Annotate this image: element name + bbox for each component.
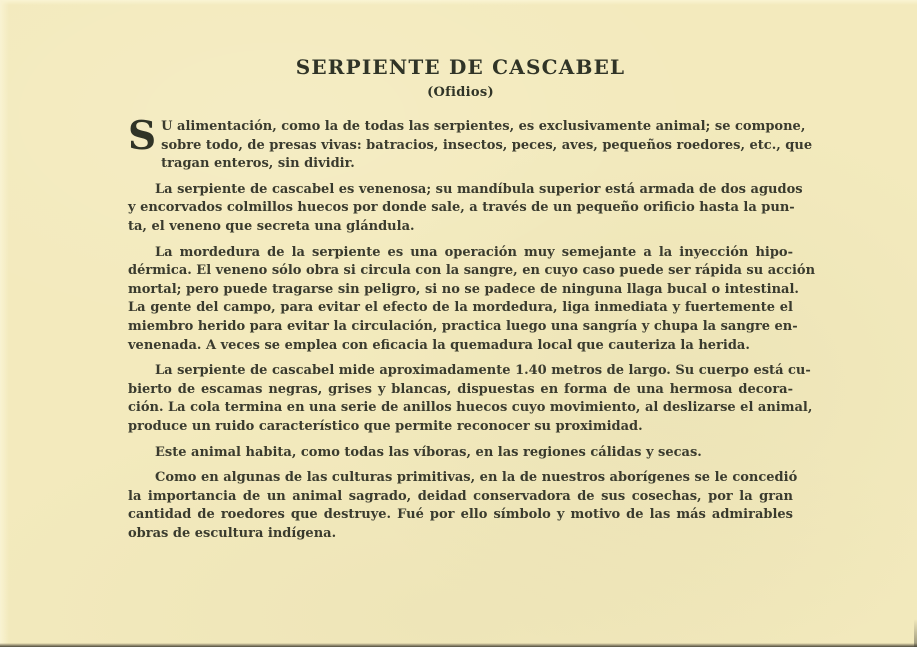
text-line: ta, el veneno que secreta una glándula.: [128, 218, 415, 234]
paragraph: [128, 244, 816, 356]
page-left-edge: [0, 0, 9, 647]
paragraph: [128, 469, 798, 543]
text-line: La serpiente de cascabel es venenosa; su mandíbula superior está armada de dos agudos: [155, 181, 803, 197]
text-line: bierto de escamas negras, grises y blancas, dispuestas en forma de una hermosa decora-: [128, 381, 793, 397]
paragraph: [128, 444, 793, 463]
text-line: tragan enteros, sin dividir.: [161, 156, 355, 172]
drop-cap: S: [128, 113, 157, 159]
text-line: sobre todo, de presas vivas: batracios, insectos, peces, aves, pequeños roedores, etc., que: [161, 137, 813, 153]
text-line: dérmica. El veneno sólo obra si circula con la sangre, en cuyo caso puede ser rápida su acción: [128, 263, 816, 279]
text-line: cantidad de roedores que destruye. Fué por ello símbolo y motivo de las más admirables: [128, 507, 793, 523]
text-line: ción. La cola termina en una serie de anillos huecos cuyo movimiento, al deslizarse el animal,: [128, 400, 813, 416]
text-line: U alimentación, como la de todas las serpientes, es exclusivamente animal; se compone,: [161, 119, 806, 134]
text-line: La mordedura de la serpiente es una operación muy semejante a la inyección hipo-: [155, 244, 793, 260]
text-line: Este animal habita, como todas las víboras, en las regiones cálidas y secas.: [155, 444, 702, 460]
text-line: miembro herido para evitar la circulación, practica luego una sangría y chupa la sangre en-: [128, 318, 798, 334]
text-line: mortal; pero puede tragarse sin peligro, si no se padece de ninguna llaga bucal o intestinal.: [128, 281, 799, 297]
paragraph: [128, 362, 813, 436]
text-line: Como en algunas de las culturas primitivas, en la de nuestros aborígenes se le concedió: [155, 470, 798, 486]
paragraph: [128, 113, 813, 174]
text-line: obras de escultura indígena.: [128, 525, 337, 541]
page-subtitle: (Ofidios): [427, 85, 494, 100]
page-body: [128, 113, 816, 543]
text-line: La gente del campo, para evitar el efecto de la mordedura, liga inmediata y fuertemente el: [128, 300, 793, 316]
text-line: produce un ruido característico que permite reconocer su proximidad.: [128, 418, 643, 434]
page-title: SERPIENTE DE CASCABEL: [295, 55, 626, 79]
page-bottom-edge: [0, 643, 917, 647]
paragraph: [128, 181, 803, 237]
page-top-edge: [0, 0, 917, 5]
text-line: y encorvados colmillos huecos por donde sale, a través de un pequeño orificio hasta la pun-: [128, 200, 795, 216]
page-content: [128, 54, 816, 550]
text-line: venenada. A veces se emplea con eficacia la quemadura local que cauteriza la herida.: [128, 337, 750, 353]
text-line: la importancia de un animal sagrado, deidad conservadora de sus cosechas, por la gran: [128, 488, 793, 504]
text-line: La serpiente de cascabel mide aproximadamente 1.40 metros de largo. Su cuerpo está cu-: [155, 363, 811, 379]
